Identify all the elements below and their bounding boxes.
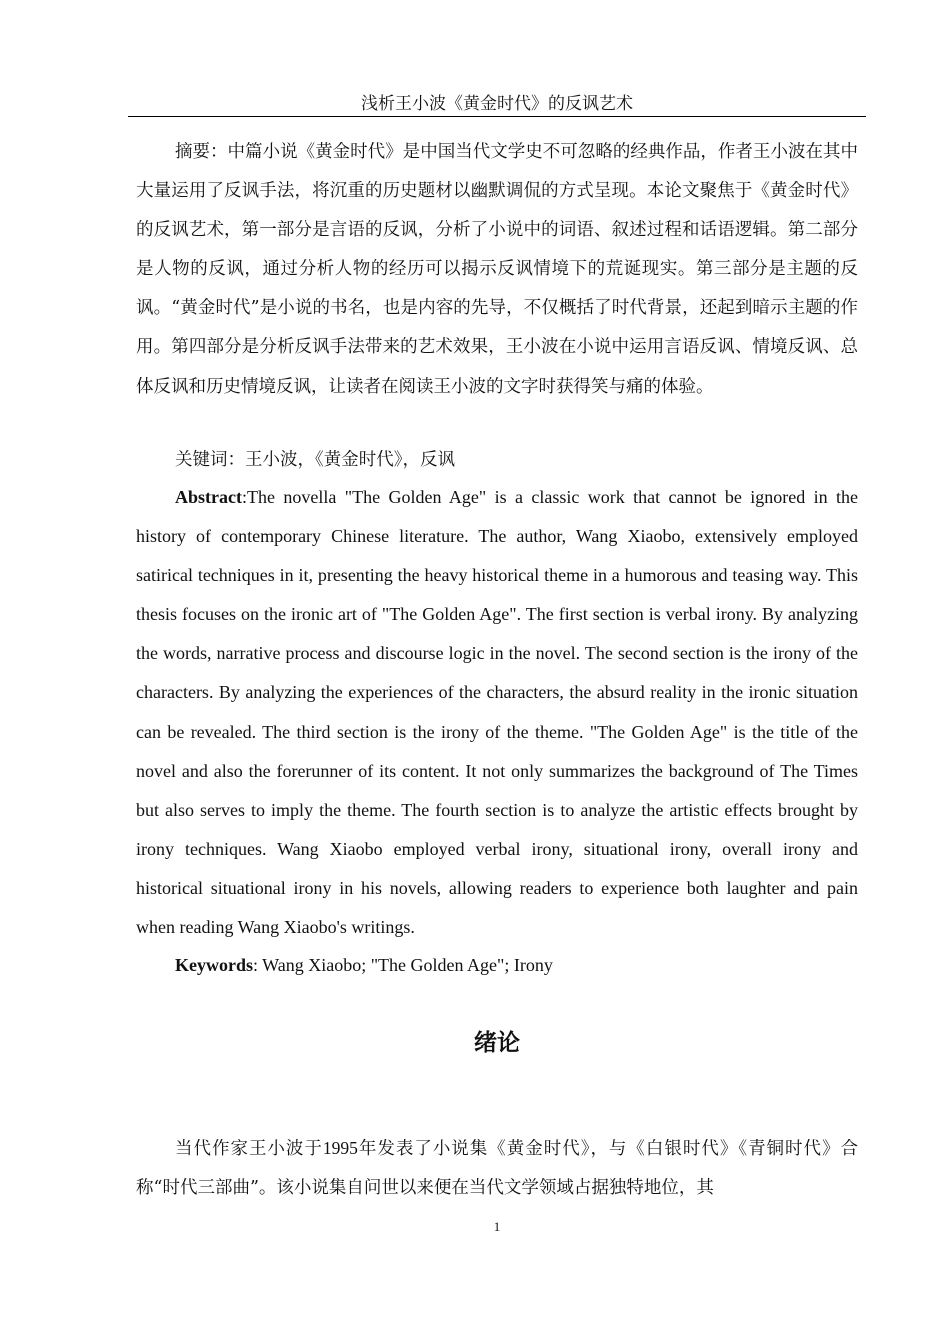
abstract-chinese-text: 中篇小说《黄金时代》是中国当代文学史不可忽略的经典作品，作者王小波在其中大量运用了反讽手法，将沉重的历史题材以幽默调侃的方式呈现。本论文聚焦于《黄金时代》的反讽艺术，第一部分是言语的反讽，分析了小说中的词语、叙述过程和话语逻辑。第二部分是人物的反讽，通过分析人物的经历可以揭示反讽情境下的荒诞现实。第三部分是主题的反讽。“黄金时代”是小说的书名，也是内容的先导，不仅概括了时代背景，还起到暗示主题的作用。第四部分是分析反讽手法带来的艺术效果，王小波在小说中运用言语反讽、情境反讽、总体反讽和历史情境反讽，让读者在阅读王小波的文字时获得笑与痛的体验。 [136,142,859,397]
keywords-chinese [136,441,858,480]
abstract-english-text: :The novella "The Golden Age" is a classic work that cannot be ignored in the history of contemporary Chinese literature. The author, Wang Xiaobo, extensively employed satirical techniques in it, presenting the heavy historical theme in a humorous and teasing way. This thesis focuses on the ironic art of "The Golden Age". The first section is verbal irony. By analyzing the words, narrative process and discourse logic in the novel. The second section is the irony of the characters. By analyzing the experiences of the characters, the absurd reality in the ironic situation can be revealed. The third section is the irony of the theme. "The Golden Age" is the title of the novel and also the forerunner of its content. It not only summarizes the background of The Times but also serves to imply the theme. The fourth section is to analyze the artistic effects brought by irony techniques. Wang Xiaobo employed verbal irony, situational irony, overall irony and historical situational irony in his novels, allowing readers to experience both laughter and pain when reading Wang Xiaobo's writings. [136,487,858,938]
abstract-english-label: Abstract [175,487,242,507]
chapter-title: 绪论 [474,1029,520,1056]
intro-paragraph [136,1129,858,1208]
running-header: 浅析王小波《黄金时代》的反讽艺术 [361,94,633,114]
page-number: 1 [493,1219,501,1234]
abstract-chinese [136,133,858,407]
intro-text-start: 当代作家王小波于 [175,1139,323,1159]
abstract-chinese-label: 摘要： [175,142,228,162]
keywords-english-label: Keywords [175,955,253,975]
header-divider [128,116,866,117]
keywords-english [136,946,858,985]
keywords-english-text: : Wang Xiaobo; "The Golden Age"; Irony [253,955,553,975]
intro-text-rest: 年发表了小说集《黄金时代》，与《白银时代》《青铜时代》合称“时代三部曲”。该小说集自问世以来便在当代文学领域占据独特地位，其 [136,1139,858,1199]
abstract-english [136,478,858,947]
intro-year: 1995 [322,1138,358,1158]
keywords-chinese-label: 关键词： [175,450,245,470]
keywords-chinese-text: 王小波，《黄金时代》，反讽 [245,450,455,470]
